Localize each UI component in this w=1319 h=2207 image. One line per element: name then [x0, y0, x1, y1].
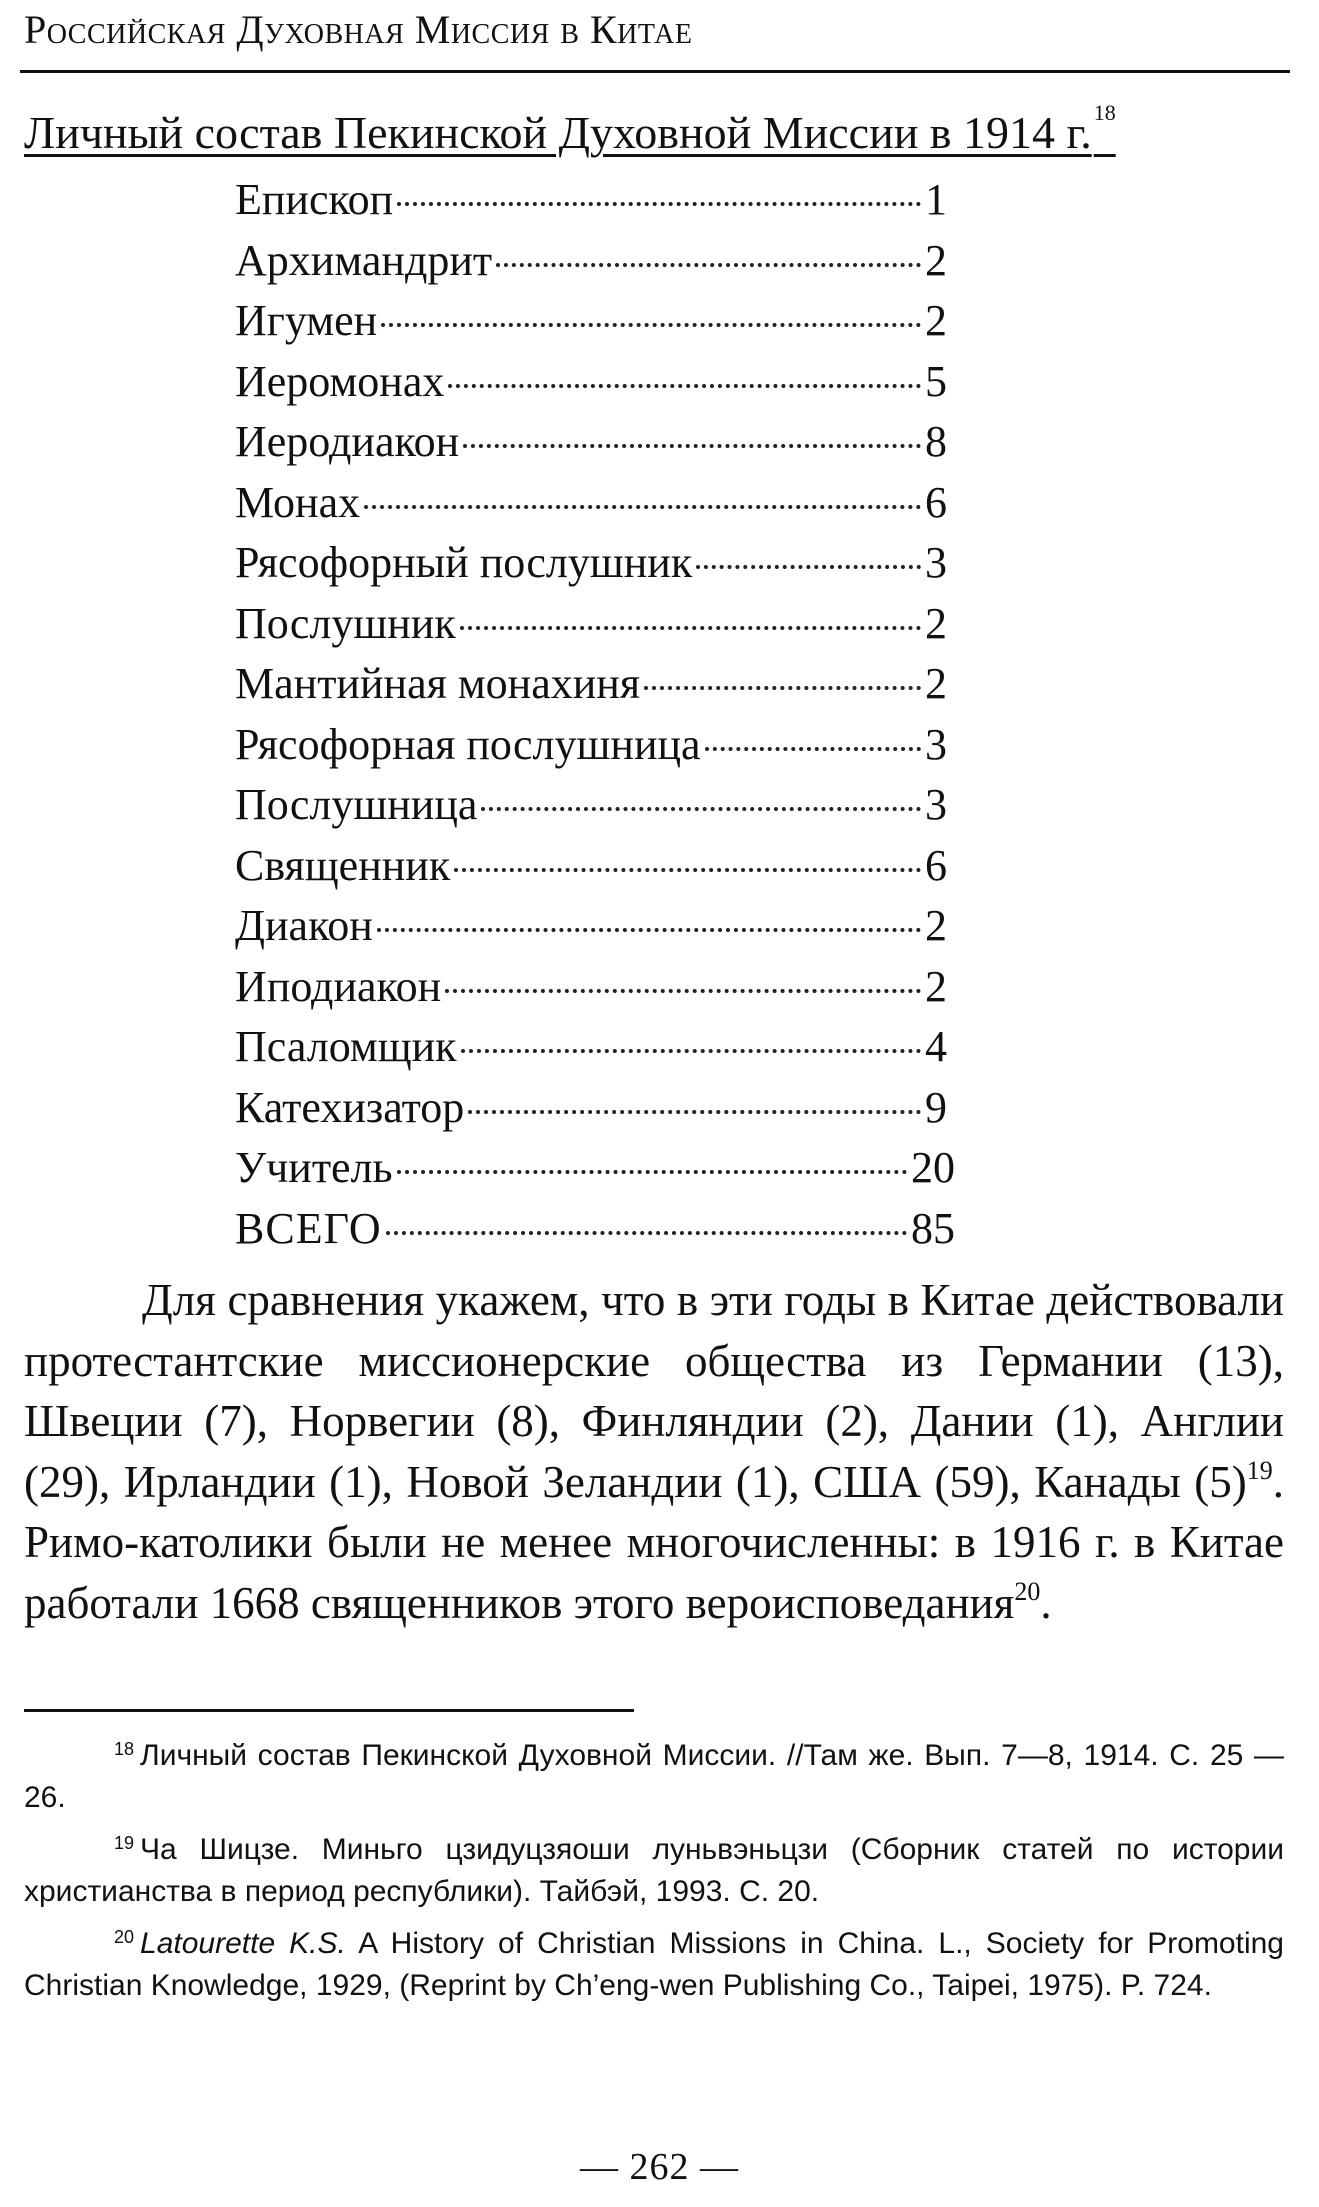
- roster-count: 3: [925, 719, 947, 769]
- roster-row: [235, 896, 955, 957]
- roster-row: [235, 654, 955, 715]
- roster-row: [235, 1078, 955, 1139]
- roster-row: [235, 1138, 955, 1199]
- roster-row: [235, 412, 955, 473]
- roster-title: Игумен: [235, 296, 378, 345]
- roster-row: [235, 533, 955, 594]
- roster-title: Псаломщик: [235, 1022, 457, 1071]
- roster-title: Послушница: [235, 780, 478, 829]
- dot-leader: [448, 384, 921, 388]
- dot-leader: [496, 263, 921, 267]
- roster-count: 2: [925, 961, 947, 1011]
- roster-row: [235, 473, 955, 534]
- footnote-ref-19[interactable]: 19: [1246, 1455, 1273, 1485]
- footnote-ref-18[interactable]: 18: [1093, 100, 1116, 125]
- roster-count: 20: [911, 1143, 955, 1192]
- footnote-author: Latourette K.S.: [140, 1927, 346, 1960]
- roster-row: [235, 1017, 955, 1078]
- roster-title: Иеродиакон: [235, 417, 460, 466]
- roster-row: [235, 170, 955, 231]
- roster-title: ВСЕГО: [235, 1203, 382, 1253]
- dot-leader: [696, 565, 921, 569]
- roster-title: Священник: [235, 840, 451, 890]
- footnote-20: [24, 1923, 1284, 2007]
- roster-count: 6: [925, 477, 947, 527]
- dot-leader: [481, 807, 921, 811]
- roster-row: [235, 352, 955, 413]
- dot-leader: [377, 928, 921, 932]
- roster-row: [235, 836, 955, 897]
- footnote-number: 20: [114, 1927, 135, 1947]
- body-text-part: .: [1040, 1577, 1052, 1628]
- body-paragraph: [24, 1270, 1284, 1633]
- roster-title: Катехизатор: [235, 1082, 465, 1132]
- roster-count: 2: [925, 598, 947, 648]
- dot-leader: [397, 1170, 907, 1174]
- roster-title: Иподиакон: [235, 961, 442, 1011]
- roster-total-row: [235, 1199, 955, 1260]
- footnote-19: [24, 1829, 1284, 1913]
- roster-row: [235, 957, 955, 1018]
- dot-leader: [463, 444, 921, 448]
- header-rule: [20, 70, 1290, 73]
- roster-count: 3: [925, 538, 947, 587]
- roster-row: [235, 594, 955, 655]
- roster-count: 8: [925, 417, 947, 466]
- roster-title: Епископ: [235, 175, 394, 224]
- footnote-text: Ча Шицзе. Миньго цзидуцзяоши луньвэньцзи (Сборник статей по истории христианства в период республики). Тайбэй, 1993. С. 20.: [24, 1833, 1284, 1908]
- roster-count: 2: [925, 901, 947, 950]
- dot-leader: [468, 1110, 921, 1114]
- body-text-part: . Римо-католики были не менее многочисленны: в 1916 г. в Китае работали 1668 священников этого вероисповедания: [24, 1456, 1284, 1628]
- roster-count: 2: [925, 659, 947, 708]
- roster-title: Монах: [235, 477, 361, 527]
- roster-title: Рясофорная послушница: [235, 719, 701, 769]
- roster-row: [235, 231, 955, 292]
- roster-count: 9: [925, 1082, 947, 1132]
- roster-row: [235, 291, 955, 352]
- roster-count: 3: [925, 780, 947, 829]
- roster-row: [235, 775, 955, 836]
- dot-leader: [445, 989, 921, 993]
- footnote-ref-20[interactable]: 20: [1014, 1576, 1041, 1606]
- page-number: — 262 —: [580, 2146, 739, 2188]
- dot-leader: [381, 323, 921, 327]
- roster-count: 1: [925, 175, 947, 224]
- personnel-roster: [235, 170, 955, 1259]
- dot-leader: [364, 505, 921, 509]
- footnotes: [24, 1735, 1284, 2017]
- roster-title: Послушник: [235, 598, 456, 648]
- section-title-text: Личный состав Пекинской Духовной Миссии в 1914 г.: [24, 107, 1092, 158]
- roster-count: 2: [925, 296, 947, 345]
- roster-title: Иеромонах: [235, 356, 445, 406]
- footnote-number: 18: [114, 1739, 135, 1759]
- footnote-text: Личный состав Пекинской Духовной Миссии. //Там же. Вып. 7—8, 1914. С. 25 — 26.: [24, 1739, 1284, 1814]
- running-head: Российская Духовная Миссия в Китае: [24, 7, 693, 52]
- body-text-part: Для сравнения укажем, что в эти годы в Китае действовали протестантские миссионерские общества из Германии (13), Швеции (7), Норвегии (8), Финляндии (2), Дании (1), Англии (29), Ирландии (1), Новой Зеландии (1), США (59), Канады (5): [24, 1275, 1284, 1507]
- roster-count: 6: [925, 840, 947, 890]
- dot-leader: [705, 747, 921, 751]
- roster-count: 5: [925, 356, 947, 406]
- roster-title: Диакон: [235, 901, 373, 950]
- dot-leader: [644, 686, 921, 690]
- roster-count: 2: [925, 235, 947, 285]
- dot-leader: [454, 868, 921, 872]
- dot-leader: [461, 1049, 921, 1053]
- footnote-rule: [24, 1709, 634, 1712]
- roster-title: Мантийная монахиня: [235, 659, 641, 708]
- section-title: [24, 100, 1116, 159]
- footnote-18: [24, 1735, 1284, 1819]
- roster-count: 85: [911, 1203, 955, 1253]
- dot-leader: [397, 202, 921, 206]
- roster-title: Рясофорный послушник: [235, 538, 693, 587]
- roster-title: Учитель: [235, 1143, 393, 1192]
- roster-count: 4: [925, 1022, 947, 1071]
- footnote-number: 19: [114, 1833, 135, 1853]
- roster-title: Архимандрит: [235, 235, 493, 285]
- dot-leader: [460, 626, 921, 630]
- footnote-text: A History of Christian Missions in China. L., Society for Promoting Christian Knowledge, 1929, (Reprint by Ch’eng-wen Publishing Co., Taipei, 1975). P. 724.: [24, 1927, 1284, 2002]
- dot-leader: [386, 1231, 907, 1235]
- roster-row: [235, 715, 955, 776]
